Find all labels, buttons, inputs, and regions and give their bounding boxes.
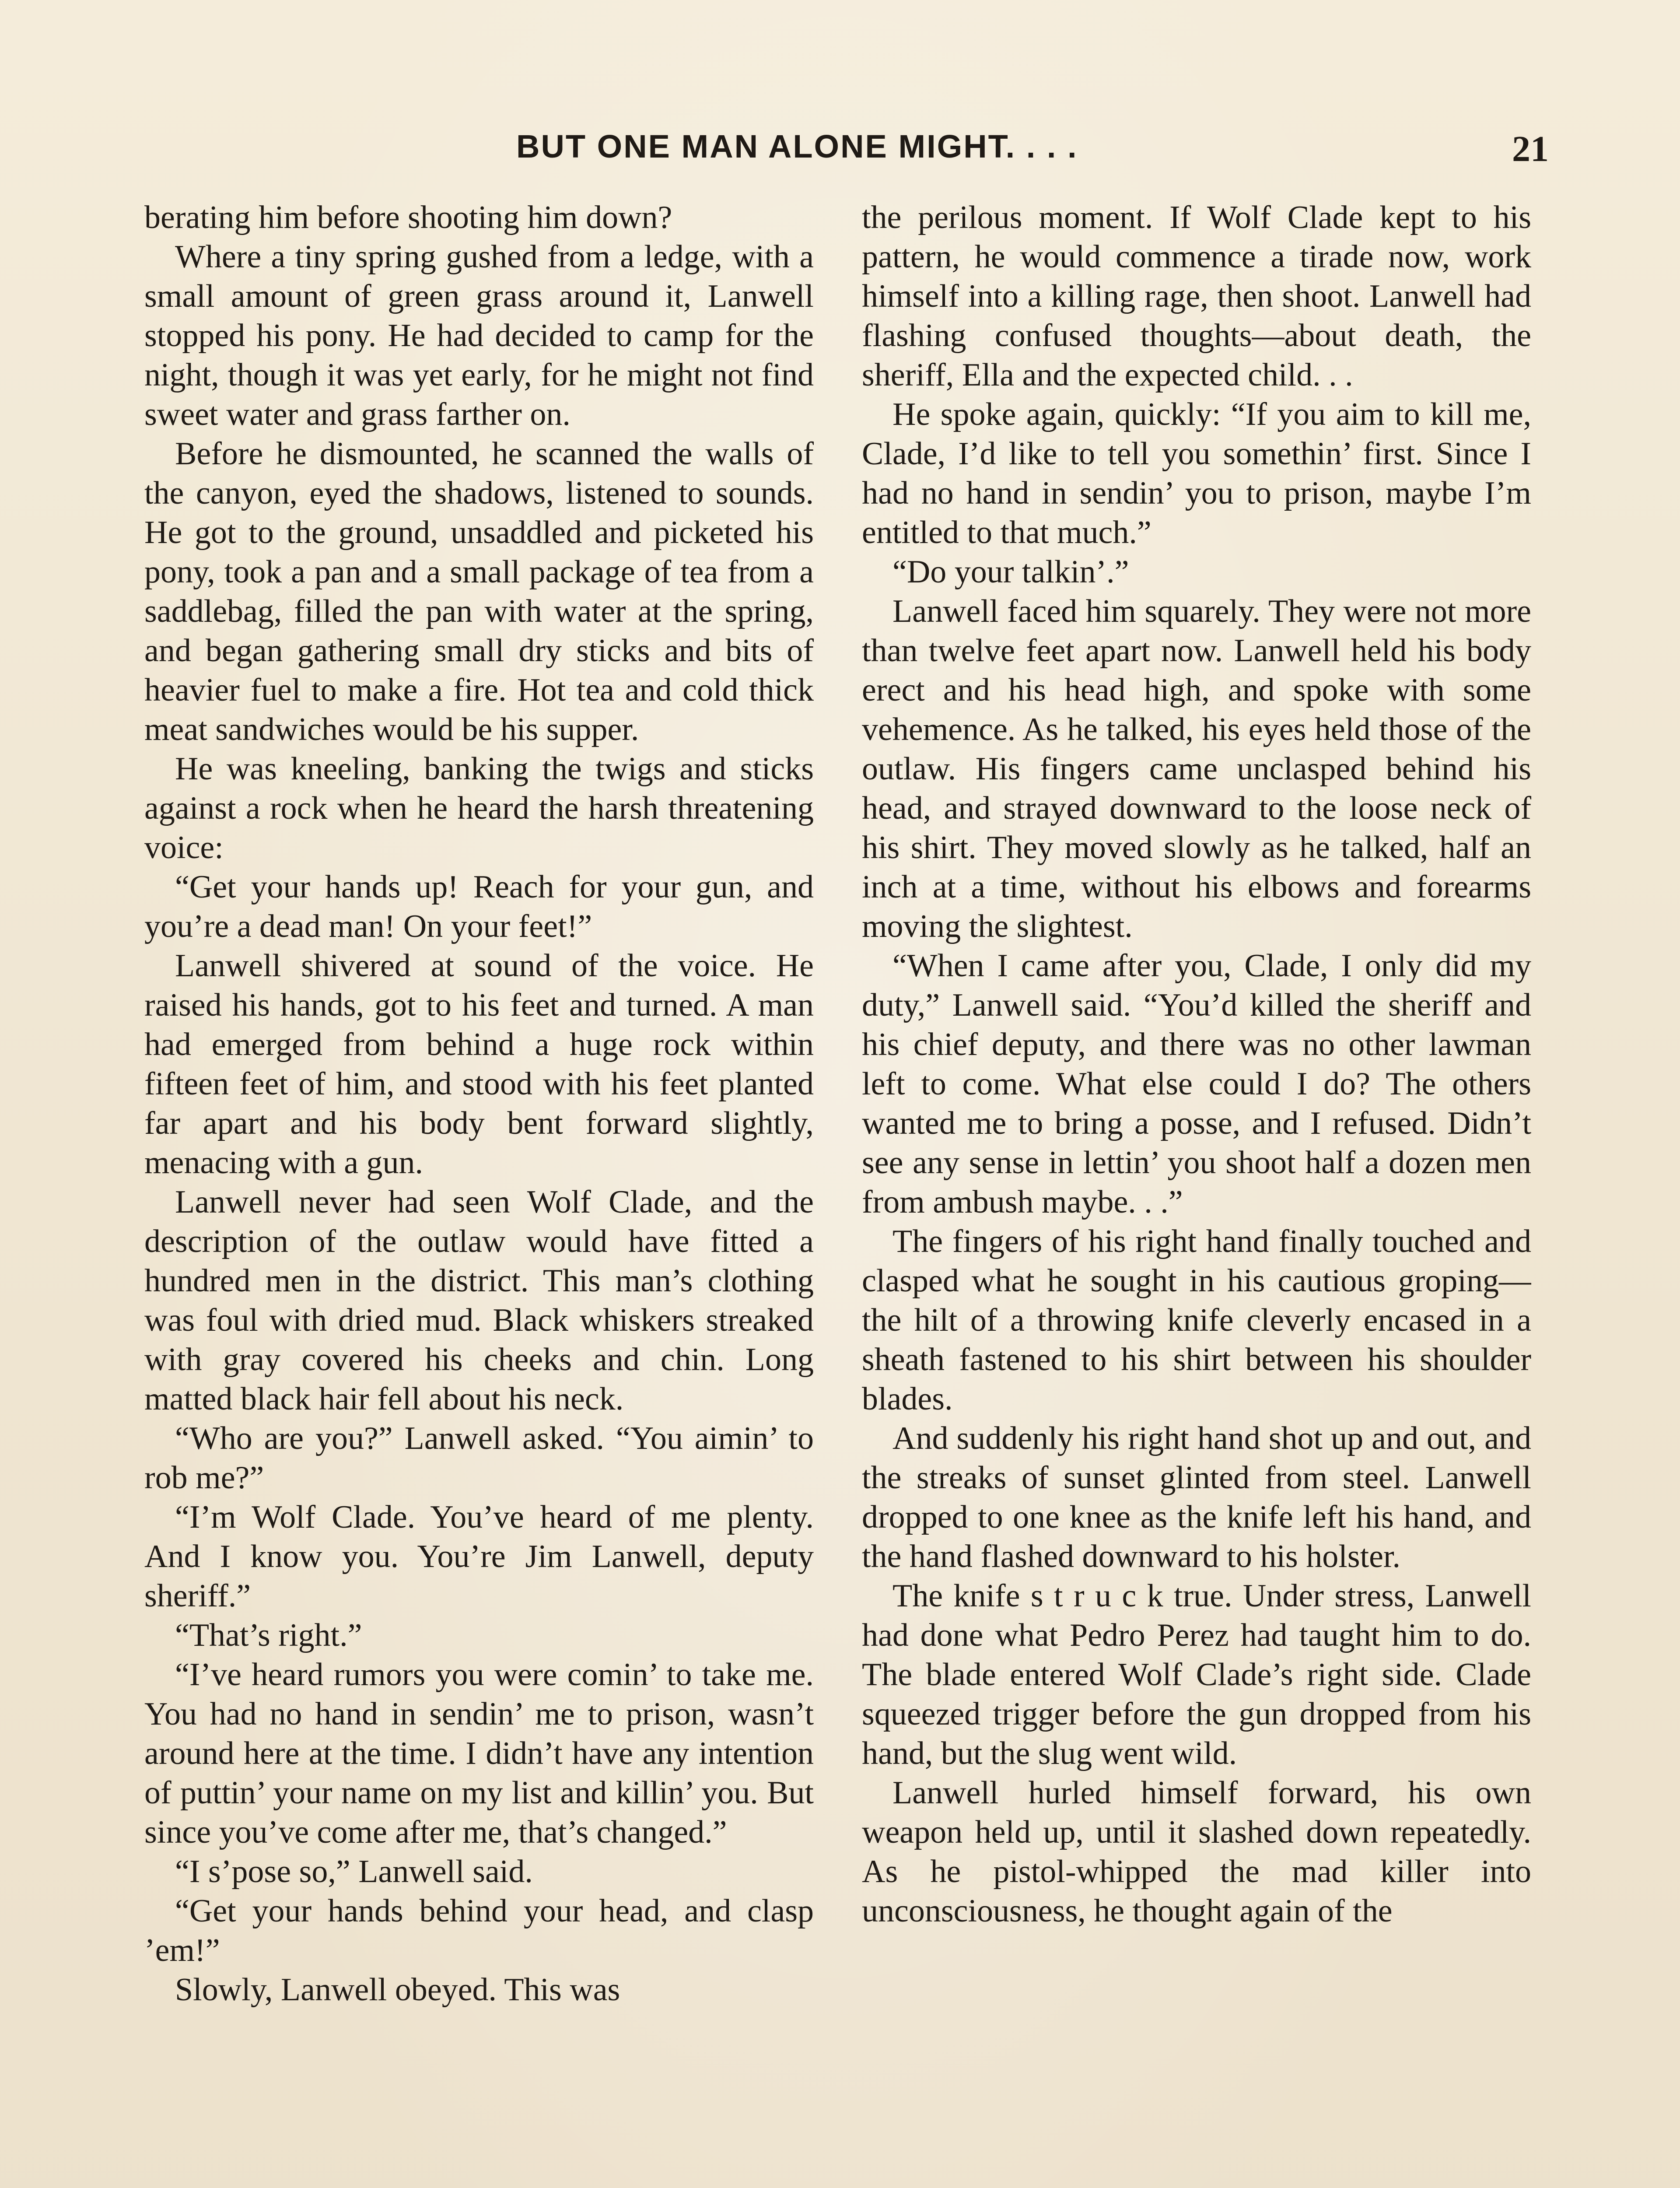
left-paragraph-2: Where a tiny spring gushed from a ledge, with a small amount of green grass around it, Lanwell stopped his pony. He had decided to camp for the night, though it was yet early, for he might not find sweet water and grass farther on. — [144, 239, 814, 432]
left-text-column — [144, 198, 814, 2188]
right-paragraph-8: The knife s t r u c k true. Under stress, Lanwell had done what Pedro Perez had taught him to do. The blade entered Wolf Clade’s right side. Clade squeezed trigger before the gun dropped from his hand, but the slug went wild. — [862, 1578, 1531, 1771]
right-paragraph-9: Lanwell hurled himself forward, his own weapon held up, until it slashed down repeatedly. As he pistol-whipped the mad killer into unconsciousness, he thought again of the — [862, 1775, 1531, 1929]
right-paragraph-3: “Do your talkin’.” — [892, 554, 1129, 590]
right-paragraph-1: the perilous moment. If Wolf Clade kept to his pattern, he would commence a tirade now, work himself into a killing rage, then shoot. Lanwell had flashing confused thoughts—about death, the sheriff, Ella and the expected child. . . — [862, 200, 1531, 393]
left-paragraph-7: Lanwell never had seen Wolf Clade, and the description of the outlaw would have fitted a hundred men in the district. This man’s clothing was foul with dried mud. Black whiskers streaked with gray covered his cheeks and chin. Long matted black hair fell about his neck. — [144, 1184, 814, 1417]
left-paragraph-10: “That’s right.” — [175, 1617, 362, 1653]
left-paragraph-1: berating him before shooting him down? — [144, 200, 672, 235]
left-paragraph-5: “Get your hands up! Reach for your gun, and you’re a dead man! On your feet!” — [144, 869, 814, 944]
right-paragraph-2: He spoke again, quickly: “If you aim to kill me, Clade, I’d like to tell you somethin’ first. Since I had no hand in sendin’ you to prison, maybe I’m entitled to that much.” — [862, 396, 1531, 551]
page-number: 21 — [1512, 129, 1549, 169]
left-paragraph-6: Lanwell shivered at sound of the voice. He raised his hands, got to his feet and turned. A man had emerged from behind a huge rock within fifteen feet of him, and stood with his feet planted far apart and his body bent forward slightly, menacing with a gun. — [144, 948, 814, 1181]
right-text-column — [862, 198, 1531, 2188]
left-paragraph-4: He was kneeling, banking the twigs and sticks against a rock when he heard the harsh threatening voice: — [144, 751, 814, 866]
left-paragraph-12: “I s’pose so,” Lanwell said. — [175, 1854, 533, 1890]
right-paragraph-5: “When I came after you, Clade, I only did my duty,” Lanwell said. “You’d killed the sheriff and his chief deputy, and there was no other lawman left to come. What else could I do? The others wanted me to bring a posse, and I refused. Didn’t see any sense in lettin’ you shoot half a dozen men from ambush maybe. . .” — [862, 948, 1531, 1220]
right-paragraph-6: The fingers of his right hand finally touched and clasped what he sought in his cautious groping—the hilt of a throwing knife cleverly encased in a sheath fastened to his shirt between his shoulder blades. — [862, 1224, 1531, 1417]
left-paragraph-3: Before he dismounted, he scanned the walls of the canyon, eyed the shadows, listened to sounds. He got to the ground, unsaddled and picketed his pony, took a pan and a small package of tea from a saddlebag, filled the pan with water at the spring, and began gathering small dry sticks and bits of heavier fuel to make a fire. Hot tea and cold thick meat sandwiches would be his supper. — [144, 436, 814, 747]
left-paragraph-14: Slowly, Lanwell obeyed. This was — [175, 1972, 620, 2008]
left-paragraph-13: “Get your hands behind your head, and clasp ’em!” — [144, 1893, 814, 1968]
right-paragraph-4: Lanwell faced him squarely. They were not more than twelve feet apart now. Lanwell held his body erect and his head high, and spoke with some vehemence. As he talked, his eyes held those of the outlaw. His fingers came unclasped behind his head, and strayed downward to the loose neck of his shirt. They moved slowly as he talked, half an inch at a time, without his elbows and forearms moving the slightest. — [862, 593, 1531, 944]
left-paragraph-8: “Who are you?” Lanwell asked. “You aimin’ to rob me?” — [144, 1420, 814, 1496]
running-head: BUT ONE MAN ALONE MIGHT. . . . — [516, 128, 1078, 165]
left-paragraph-11: “I’ve heard rumors you were comin’ to take me. You had no hand in sendin’ me to prison, wasn’t around here at the time. I didn’t have any intention of puttin’ your name on my list and killin’ you. But since you’ve come after me, that’s changed.” — [144, 1657, 814, 1850]
page-header — [144, 128, 1549, 180]
left-paragraph-9: “I’m Wolf Clade. You’ve heard of me plenty. And I know you. You’re Jim Lanwell, deputy sheriff.” — [144, 1499, 814, 1614]
right-paragraph-7: And suddenly his right hand shot up and out, and the streaks of sunset glinted from steel. Lanwell dropped to one knee as the knife left his hand, and the hand flashed downward to his holster. — [862, 1420, 1531, 1574]
